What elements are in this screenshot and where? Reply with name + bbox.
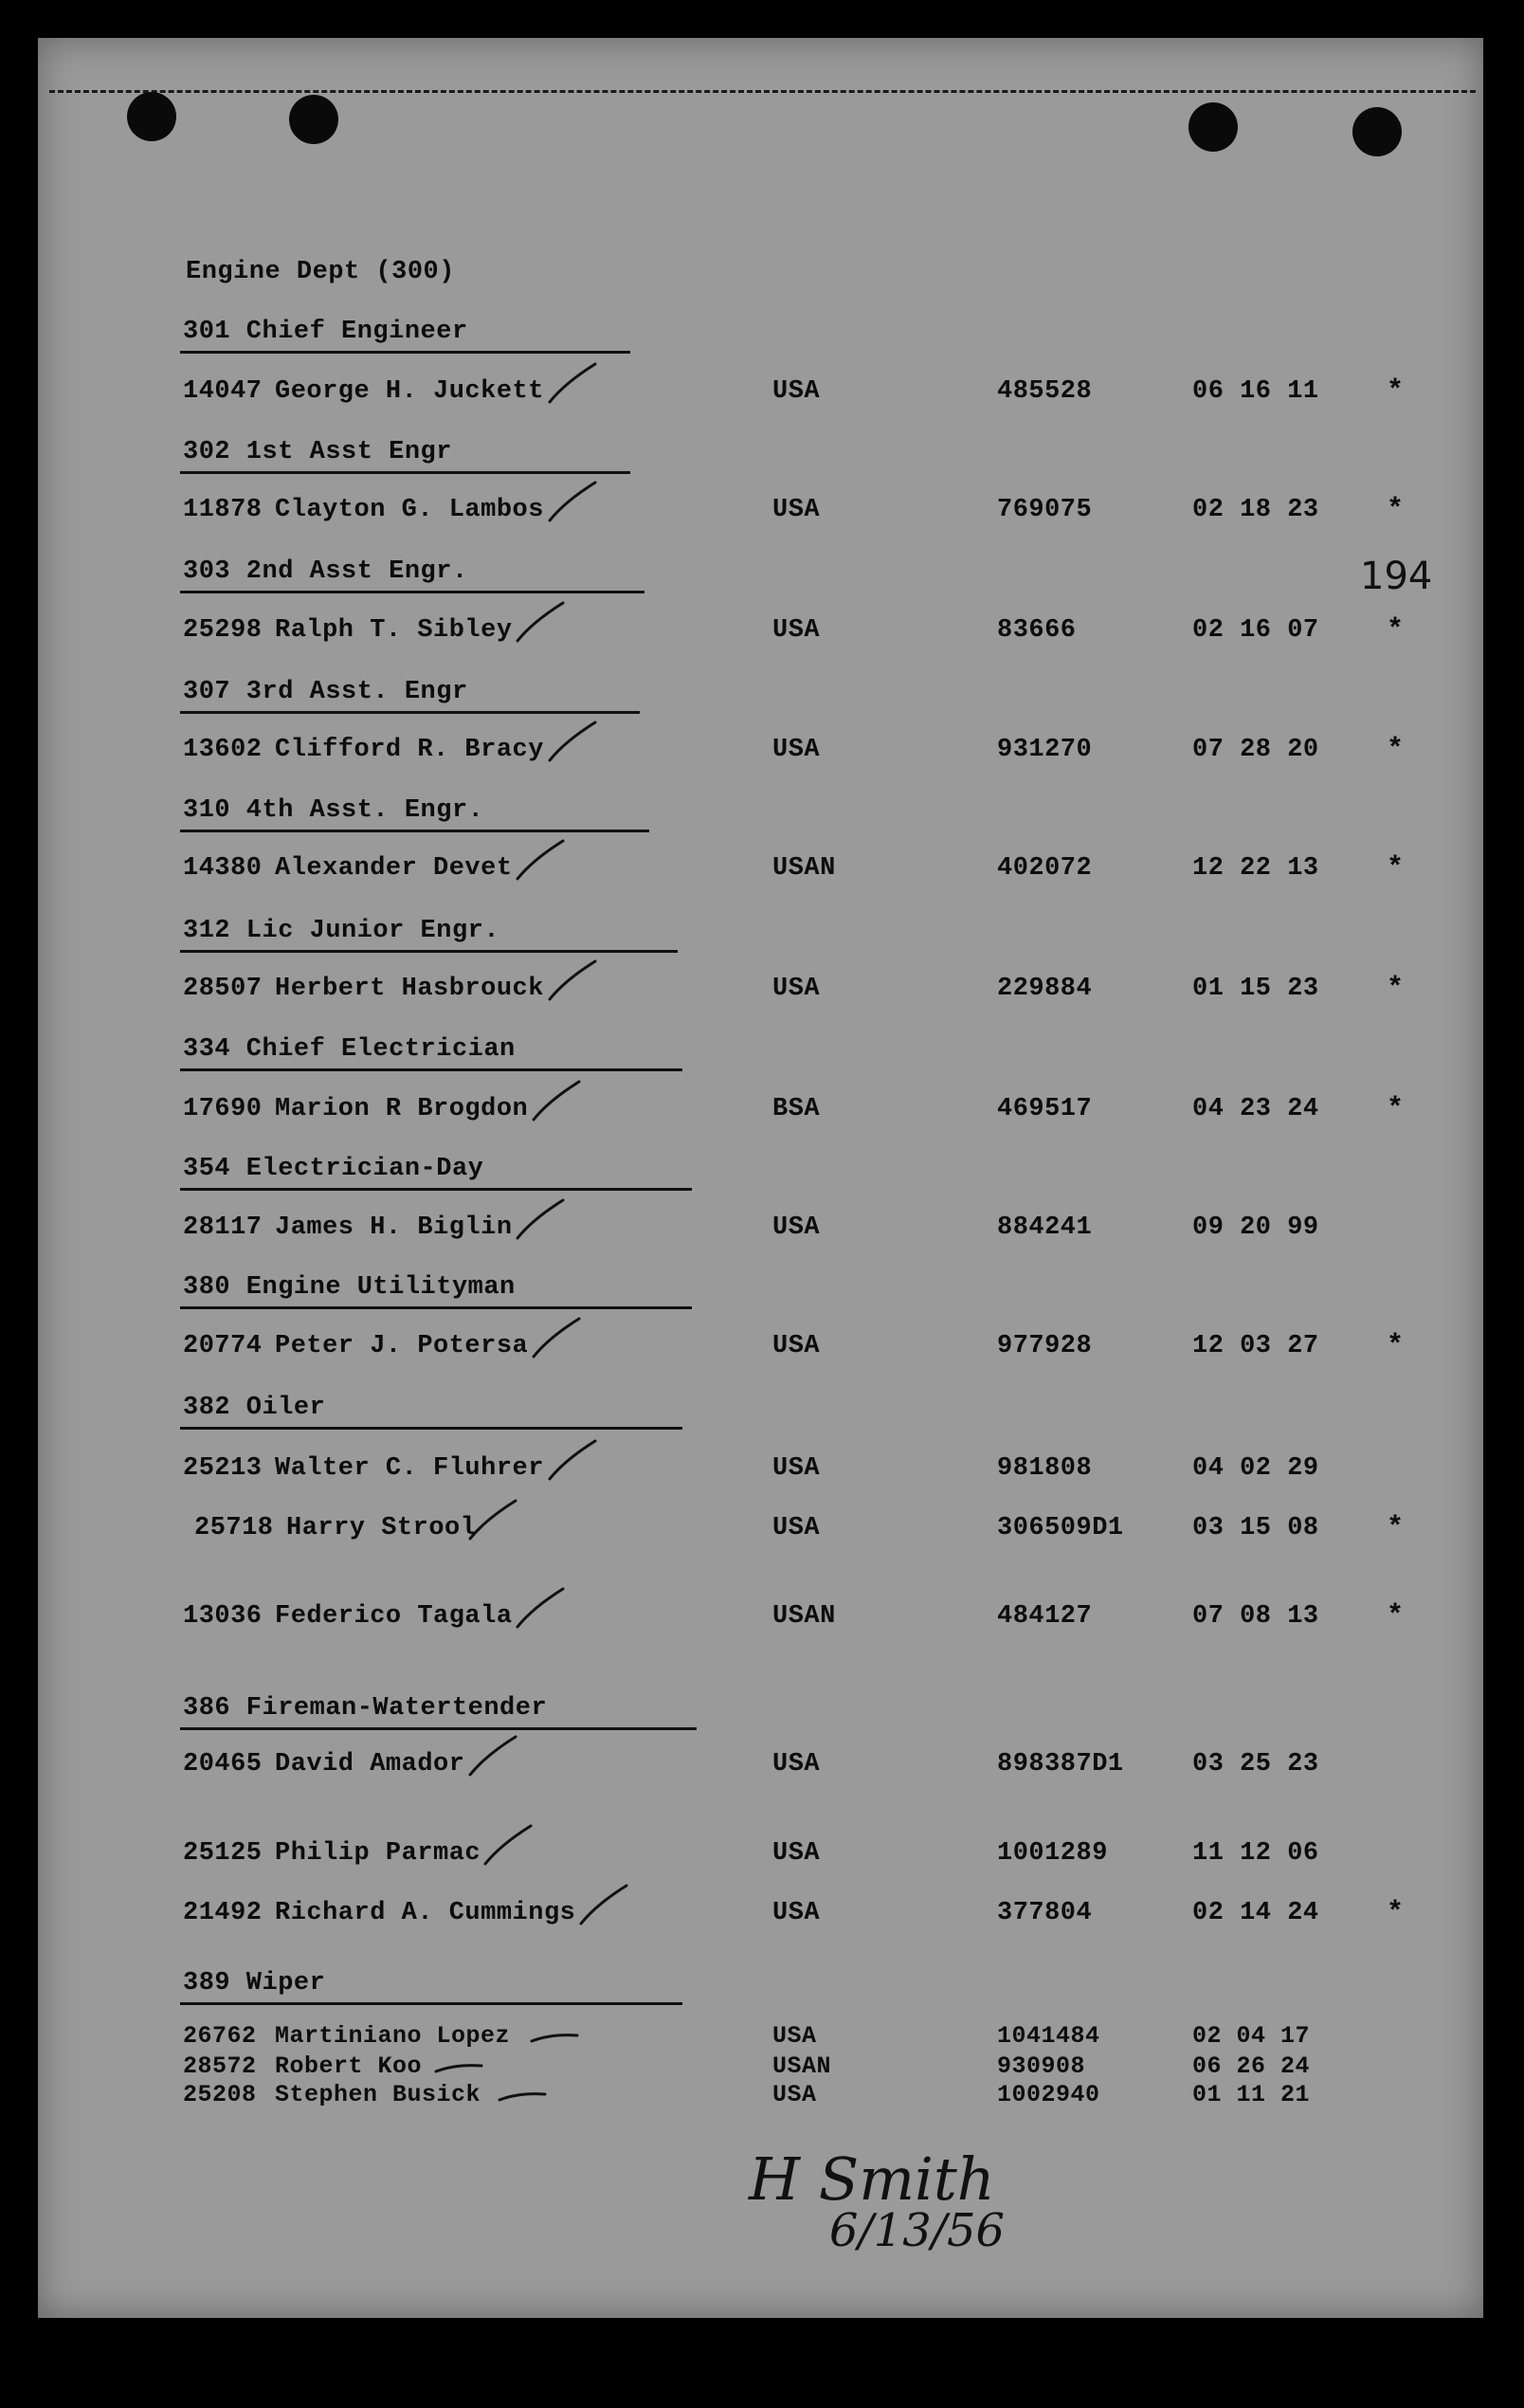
crew-date: 07 08 13 [1192, 1602, 1319, 1631]
crew-date: 03 25 23 [1192, 1750, 1319, 1779]
check-mark-icon [528, 2005, 585, 2052]
crew-nationality: USA [772, 1454, 821, 1483]
check-mark-icon [528, 1315, 585, 1362]
crew-date: 12 03 27 [1192, 1332, 1319, 1360]
crew-name: Robert Koo [275, 2052, 423, 2080]
crew-nationality: USA [772, 1213, 821, 1242]
crew-nationality: USAN [772, 1602, 836, 1631]
crew-name: Federico Tagala [275, 1602, 513, 1631]
crew-number: 1041484 [997, 2022, 1100, 2050]
crew-date: 07 28 20 [1192, 736, 1319, 764]
check-mark-icon [544, 719, 601, 766]
check-mark-icon [512, 599, 569, 647]
crew-number: 1002940 [997, 2081, 1100, 2108]
crew-id: 26762 [183, 2022, 257, 2050]
check-mark-icon [480, 1822, 536, 1870]
crew-nationality: USAN [772, 854, 836, 883]
check-mark-icon [432, 2035, 489, 2083]
crew-id: 25213 [183, 1454, 263, 1483]
crew-nationality: USA [772, 2022, 817, 2050]
crew-id: 28117 [183, 1213, 263, 1242]
crew-date: 02 14 24 [1192, 1899, 1319, 1927]
check-mark-icon [496, 2064, 553, 2111]
section-heading: 310 4th Asst. Engr. [183, 796, 484, 825]
crew-nationality: USA [772, 496, 821, 524]
crew-nationality: USA [772, 736, 821, 764]
crew-star: * [1387, 1897, 1405, 1929]
punch-hole [127, 92, 176, 141]
crew-name: George H. Juckett [275, 377, 544, 406]
crew-name: David Amador [275, 1750, 465, 1779]
department-title: Engine Dept (300) [186, 258, 455, 286]
crew-date: 01 15 23 [1192, 975, 1319, 1003]
crew-star: * [1387, 1093, 1405, 1125]
section-heading: 334 Chief Electrician [183, 1035, 516, 1064]
crew-number: 377804 [997, 1899, 1093, 1927]
crew-id: 25718 [194, 1514, 274, 1542]
crew-id: 28572 [183, 2052, 257, 2080]
crew-id: 20774 [183, 1332, 263, 1360]
check-mark-icon [544, 360, 601, 408]
crew-id: 25208 [183, 2081, 257, 2108]
check-mark-icon [512, 837, 569, 885]
crew-name: James H. Biglin [275, 1213, 513, 1242]
crew-nationality: USA [772, 1332, 821, 1360]
section-underline [180, 711, 640, 714]
crew-number: 931270 [997, 736, 1093, 764]
crew-number: 306509D1 [997, 1514, 1124, 1542]
crew-name: Walter C. Fluhrer [275, 1454, 544, 1483]
crew-star: * [1387, 734, 1405, 766]
crew-date: 12 22 13 [1192, 854, 1319, 883]
crew-name: Clifford R. Bracy [275, 736, 544, 764]
crew-nationality: USA [772, 377, 821, 406]
crew-date: 06 26 24 [1192, 2052, 1311, 2080]
check-mark-icon [464, 1497, 521, 1544]
crew-nationality: USA [772, 1514, 821, 1542]
crew-date: 02 16 07 [1192, 616, 1319, 645]
crew-date: 03 15 08 [1192, 1514, 1319, 1542]
crew-star: * [1387, 973, 1405, 1005]
check-mark-icon [464, 1733, 521, 1780]
crew-number: 981808 [997, 1454, 1093, 1483]
crew-number: 1001289 [997, 1839, 1108, 1868]
crew-star: * [1387, 1330, 1405, 1362]
signature-name: H Smith [749, 2144, 995, 2214]
crew-date: 11 12 06 [1192, 1839, 1319, 1868]
check-mark-icon [544, 1437, 601, 1485]
crew-id: 28507 [183, 975, 263, 1003]
section-heading: 303 2nd Asst Engr. [183, 557, 468, 586]
section-underline [180, 1727, 697, 1730]
crew-id: 14380 [183, 854, 263, 883]
crew-star: * [1387, 375, 1405, 408]
perforation-line [49, 90, 1476, 93]
crew-number: 402072 [997, 854, 1093, 883]
section-underline [180, 830, 649, 832]
section-heading: 382 Oiler [183, 1394, 326, 1422]
crew-nationality: BSA [772, 1095, 821, 1123]
crew-id: 13602 [183, 736, 263, 764]
punch-hole [1188, 102, 1238, 152]
crew-nationality: USA [772, 2081, 817, 2108]
crew-name: Richard A. Cummings [275, 1899, 576, 1927]
crew-id: 13036 [183, 1602, 263, 1631]
crew-number: 83666 [997, 616, 1077, 645]
section-heading: 389 Wiper [183, 1969, 326, 1998]
punch-hole [289, 95, 338, 144]
crew-id: 11878 [183, 496, 263, 524]
check-mark-icon [544, 958, 601, 1005]
crew-star: * [1387, 1512, 1405, 1544]
crew-number: 977928 [997, 1332, 1093, 1360]
crew-number: 485528 [997, 377, 1093, 406]
section-underline [180, 1306, 692, 1309]
crew-name: Ralph T. Sibley [275, 616, 513, 645]
crew-number: 930908 [997, 2052, 1086, 2080]
crew-name: Martiniano Lopez [275, 2022, 511, 2050]
crew-id: 25125 [183, 1839, 263, 1868]
crew-date: 02 18 23 [1192, 496, 1319, 524]
crew-nationality: USAN [772, 2052, 832, 2080]
crew-number: 898387D1 [997, 1750, 1124, 1779]
section-underline [180, 1427, 682, 1430]
crew-name: Clayton G. Lambos [275, 496, 544, 524]
crew-number: 884241 [997, 1213, 1093, 1242]
crew-date: 09 20 99 [1192, 1213, 1319, 1242]
crew-date: 01 11 21 [1192, 2081, 1311, 2108]
section-heading: 312 Lic Junior Engr. [183, 917, 500, 945]
crew-id: 17690 [183, 1095, 263, 1123]
crew-nationality: USA [772, 1899, 821, 1927]
crew-number: 484127 [997, 1602, 1093, 1631]
check-mark-icon [512, 1585, 569, 1633]
crew-star: * [1387, 852, 1405, 885]
crew-number: 469517 [997, 1095, 1093, 1123]
section-underline [180, 471, 630, 474]
check-mark-icon [575, 1882, 632, 1929]
crew-name: Peter J. Potersa [275, 1332, 529, 1360]
crew-star: * [1387, 1600, 1405, 1633]
page-number: 194 [1360, 555, 1433, 598]
crew-id: 25298 [183, 616, 263, 645]
crew-date: 06 16 11 [1192, 377, 1319, 406]
section-heading: 301 Chief Engineer [183, 318, 468, 346]
section-heading: 302 1st Asst Engr [183, 438, 452, 466]
section-underline [180, 591, 644, 593]
section-underline [180, 2002, 682, 2005]
crew-name: Herbert Hasbrouck [275, 975, 544, 1003]
crew-name: Harry Strool [286, 1514, 477, 1542]
signature-date: 6/13/56 [829, 2204, 1006, 2257]
check-mark-icon [544, 479, 601, 526]
crew-star: * [1387, 494, 1405, 526]
section-underline [180, 950, 678, 953]
crew-nationality: USA [772, 1750, 821, 1779]
crew-id: 21492 [183, 1899, 263, 1927]
crew-star: * [1387, 614, 1405, 647]
section-heading: 380 Engine Utilityman [183, 1273, 516, 1302]
crew-name: Marion R Brogdon [275, 1095, 529, 1123]
crew-id: 20465 [183, 1750, 263, 1779]
section-heading: 354 Electrician-Day [183, 1155, 484, 1183]
section-underline [180, 1188, 692, 1191]
crew-name: Philip Parmac [275, 1839, 481, 1868]
crew-date: 02 04 17 [1192, 2022, 1311, 2050]
crew-name: Stephen Busick [275, 2081, 481, 2108]
section-underline [180, 351, 630, 354]
crew-id: 14047 [183, 377, 263, 406]
crew-number: 769075 [997, 496, 1093, 524]
section-underline [180, 1068, 682, 1071]
crew-date: 04 23 24 [1192, 1095, 1319, 1123]
crew-nationality: USA [772, 1839, 821, 1868]
crew-number: 229884 [997, 975, 1093, 1003]
crew-nationality: USA [772, 616, 821, 645]
punch-hole [1352, 107, 1402, 156]
section-heading: 307 3rd Asst. Engr [183, 678, 468, 706]
crew-name: Alexander Devet [275, 854, 513, 883]
crew-date: 04 02 29 [1192, 1454, 1319, 1483]
section-heading: 386 Fireman-Watertender [183, 1694, 548, 1723]
check-mark-icon [512, 1196, 569, 1244]
check-mark-icon [528, 1078, 585, 1125]
crew-nationality: USA [772, 975, 821, 1003]
